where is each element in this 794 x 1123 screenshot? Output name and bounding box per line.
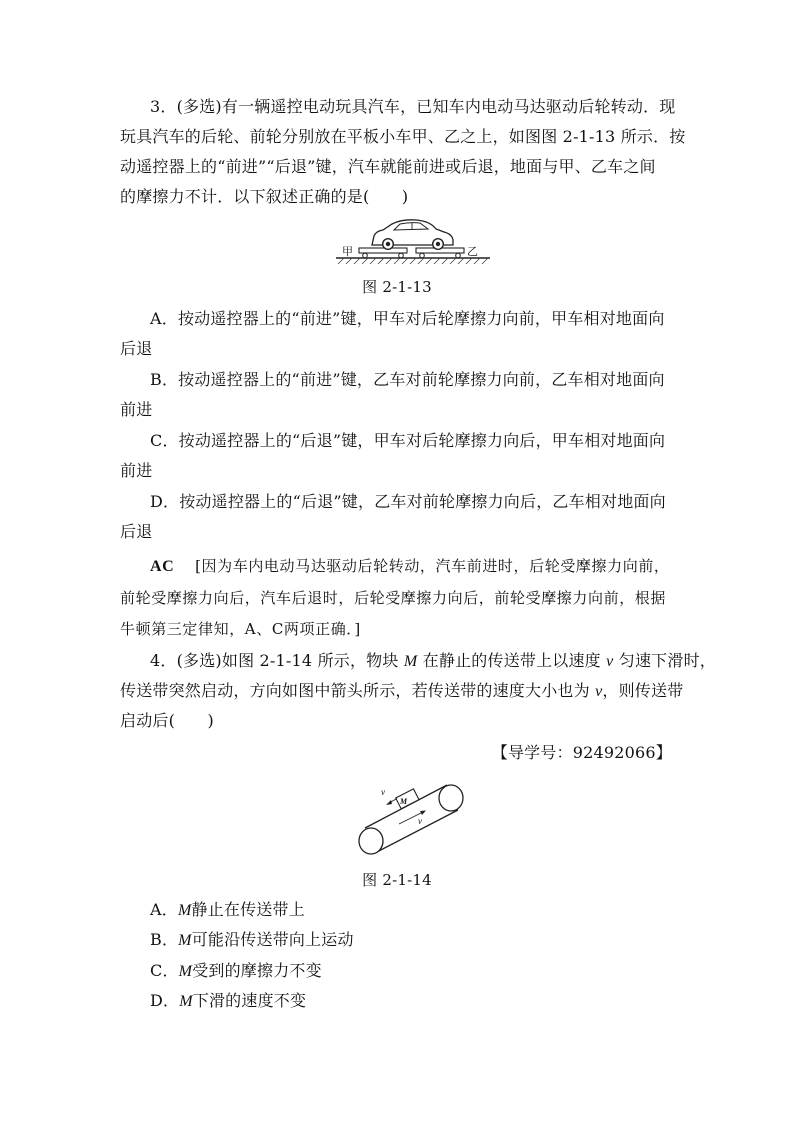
q4-stem-text-d: 传送带突然启动，方向如图中箭头所示，若传送带的速度大小也为 — [120, 681, 596, 700]
q4-option-a-var: M — [177, 902, 192, 919]
figure-caption-2-1-13: 图 2-1-13 — [362, 278, 432, 296]
figure-2-1-13 — [330, 214, 495, 266]
figure-label-yi: 乙 — [467, 245, 478, 258]
q3-stem-line-4: 的摩擦力不计．以下叙述正确的是( ) — [120, 187, 409, 206]
q3-stem-line-1: 3．(多选)有一辆遥控电动玩具汽车，已知车内电动马达驱动后轮转动．现 — [150, 97, 676, 116]
figure-label-v-lower: v — [418, 816, 422, 826]
q4-option-d-var: M — [179, 993, 193, 1010]
q4-option-b-var: M — [178, 932, 192, 949]
guide-number: 【导学号：92492066】 — [491, 743, 672, 762]
q4-stem-text-a: 4．(多选)如图 2-1-14 所示，物块 — [150, 651, 404, 670]
q4-stem-var-m: M — [403, 653, 418, 670]
q3-option-a-line-1: A．按动遥控器上的“前进”键，甲车对后轮摩擦力向前，甲车相对地面向 — [150, 309, 665, 328]
q4-stem-var-v2: v — [595, 683, 603, 700]
figure-label-m: M — [400, 797, 408, 806]
q4-option-d-letter: D． — [150, 991, 180, 1010]
q4-stem-line-3: 启动后( ) — [120, 711, 214, 730]
q3-answer-line-2: 前轮受摩擦力向后，汽车后退时，后轮受摩擦力向后，前轮受摩擦力向前，根据 — [120, 589, 667, 607]
q4-option-d — [150, 991, 680, 1012]
q4-stem-var-v: v — [606, 653, 614, 670]
q3-option-a-line-2: 后退 — [120, 339, 153, 358]
q3-option-c-line-1: C．按动遥控器上的“后退”键，甲车对后轮摩擦力向后，甲车相对地面向 — [150, 431, 666, 450]
figure-2-1-14 — [355, 780, 470, 858]
q4-option-c-letter: C． — [150, 961, 179, 980]
q4-option-a-letter: A． — [150, 900, 178, 919]
q4-option-b-text: 可能沿传送带向上运动 — [191, 930, 354, 949]
q4-stem-text-e: ，则传送带 — [602, 681, 684, 700]
q3-answer-line-1 — [150, 556, 680, 577]
q3-option-c-line-2: 前进 — [120, 461, 153, 480]
figure-label-v-upper: v — [381, 787, 385, 797]
q3-answer-line-3: 牛顿第三定律知，A、C两项正确．] — [120, 620, 361, 638]
q4-option-a-text: 静止在传送带上 — [191, 900, 305, 919]
q3-stem-line-3: 动遥控器上的“前进”“后退”键，汽车就能前进或后退，地面与甲、乙车之间 — [120, 157, 656, 176]
q4-option-c — [150, 961, 680, 982]
q4-option-b — [150, 930, 680, 951]
q4-stem-text-b: 在静止的传送带上以速度 — [417, 651, 607, 670]
q4-stem-line-1 — [150, 651, 716, 672]
q3-stem-line-2: 玩具汽车的后轮、前轮分别放在平板小车甲、乙之上，如图图 2-1-13 所示．按 — [120, 127, 686, 146]
q3-option-d-line-1: D．按动遥控器上的“后退”键，乙车对前轮摩擦力向后，乙车相对地面向 — [150, 492, 666, 511]
q4-stem-line-2 — [120, 681, 684, 702]
q3-option-b-line-2: 前进 — [120, 400, 153, 419]
conveyor-belt-illustration — [355, 780, 470, 858]
q4-stem-text-c: 匀速下滑时， — [613, 651, 716, 670]
q3-option-d-line-2: 后退 — [120, 522, 153, 541]
q4-option-d-text: 下滑的速度不变 — [192, 991, 307, 1010]
q4-option-c-var: M — [178, 963, 193, 980]
q3-option-b-line-1: B．按动遥控器上的“前进”键，乙车对前轮摩擦力向前，乙车相对地面向 — [150, 370, 665, 389]
q4-option-b-letter: B． — [150, 930, 179, 949]
q4-option-c-text: 受到的摩擦力不变 — [192, 961, 322, 980]
q3-answer-text-1: [因为车内电动马达驱动后轮转动，汽车前进时，后轮受摩擦力向前， — [195, 557, 670, 575]
figure-caption-2-1-14: 图 2-1-14 — [362, 871, 432, 889]
figure-label-jia: 甲 — [342, 245, 353, 258]
q3-answer-key: AC — [150, 558, 175, 575]
q4-option-a — [150, 900, 680, 921]
